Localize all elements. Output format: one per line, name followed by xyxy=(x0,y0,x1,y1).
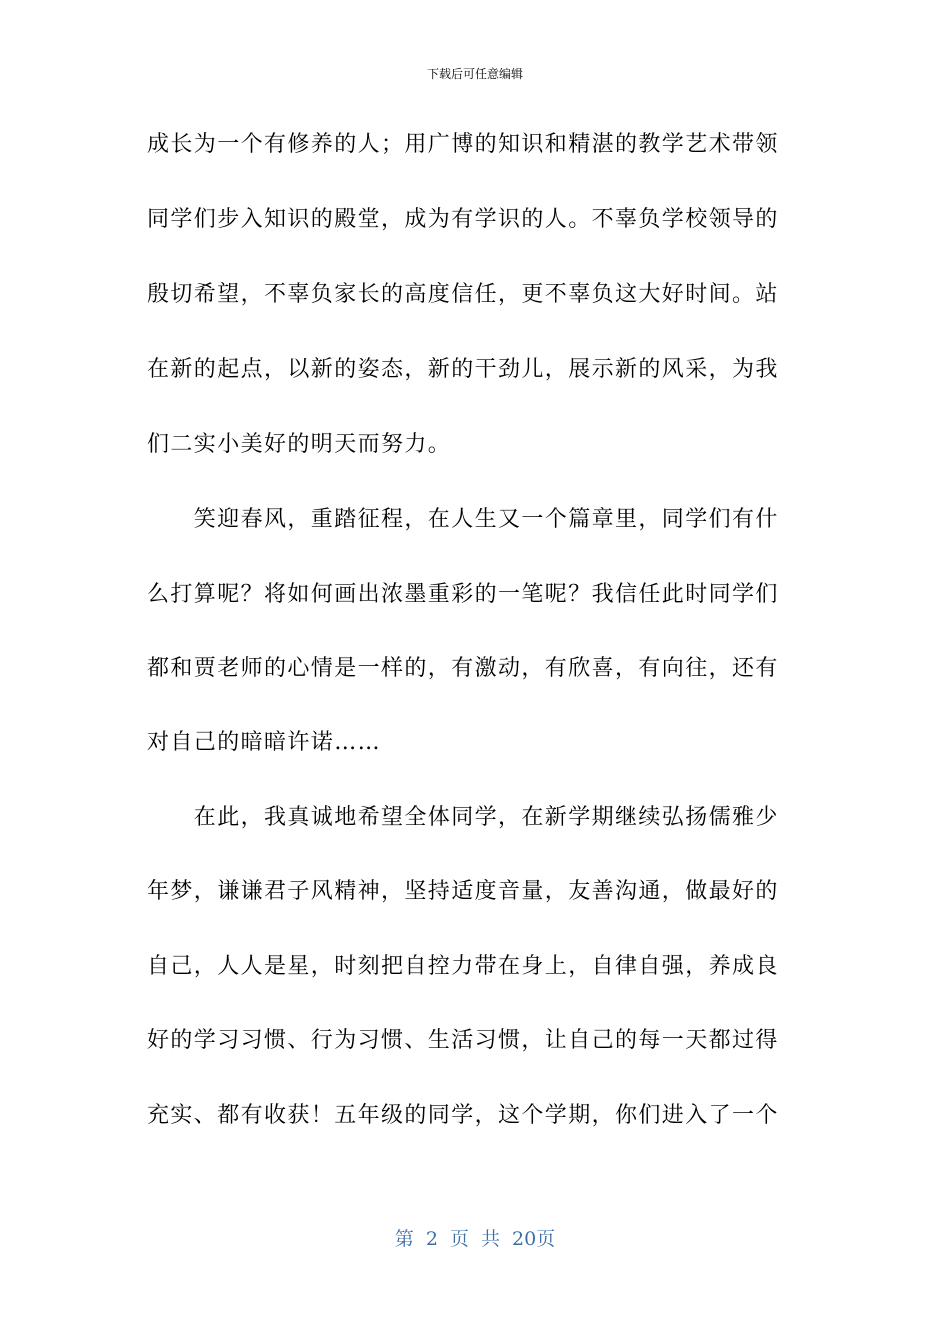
body-line: 对自己的暗暗许诺…… xyxy=(147,730,382,755)
body-line: 都和贾老师的心情是一样的，有激动，有欣喜，有向往，还有 xyxy=(147,656,779,681)
body-line: 么打算呢？将如何画出浓墨重彩的一笔呢？我信任此时同学们 xyxy=(147,582,779,607)
body-line: 成长为一个有修养的人；用广博的知识和精湛的教学艺术带领 xyxy=(147,132,779,157)
body-line: 同学们步入知识的殿堂，成为有学识的人。不辜负学校领导的 xyxy=(147,207,779,232)
body-line: 在新的起点，以新的姿态，新的干劲儿，展示新的风采，为我 xyxy=(147,357,779,382)
body-line: 笑迎春风，重踏征程，在人生又一个篇章里，同学们有什 xyxy=(147,507,779,532)
body-line: 们二实小美好的明天而努力。 xyxy=(147,432,452,457)
body-line: 殷切希望，不辜负家长的高度信任，更不辜负这大好时间。站 xyxy=(147,282,779,307)
body-line: 年梦，谦谦君子风精神，坚持适度音量，友善沟通，做最好的 xyxy=(147,879,779,904)
page-number-footer: 第 2 页 共 20页 xyxy=(394,1228,556,1250)
body-line: 在此，我真诚地希望全体同学，在新学期继续弘扬儒雅少 xyxy=(147,805,779,830)
body-line: 充实、都有收获！五年级的同学，这个学期，你们进入了一个 xyxy=(147,1103,779,1128)
body-line: 自己，人人是星，时刻把自控力带在身上，自律自强，养成良 xyxy=(147,954,779,979)
page-header: 下载后可任意编辑 xyxy=(426,67,523,81)
body-line: 好的学习习惯、行为习惯、生活习惯，让自己的每一天都过得 xyxy=(147,1028,779,1053)
